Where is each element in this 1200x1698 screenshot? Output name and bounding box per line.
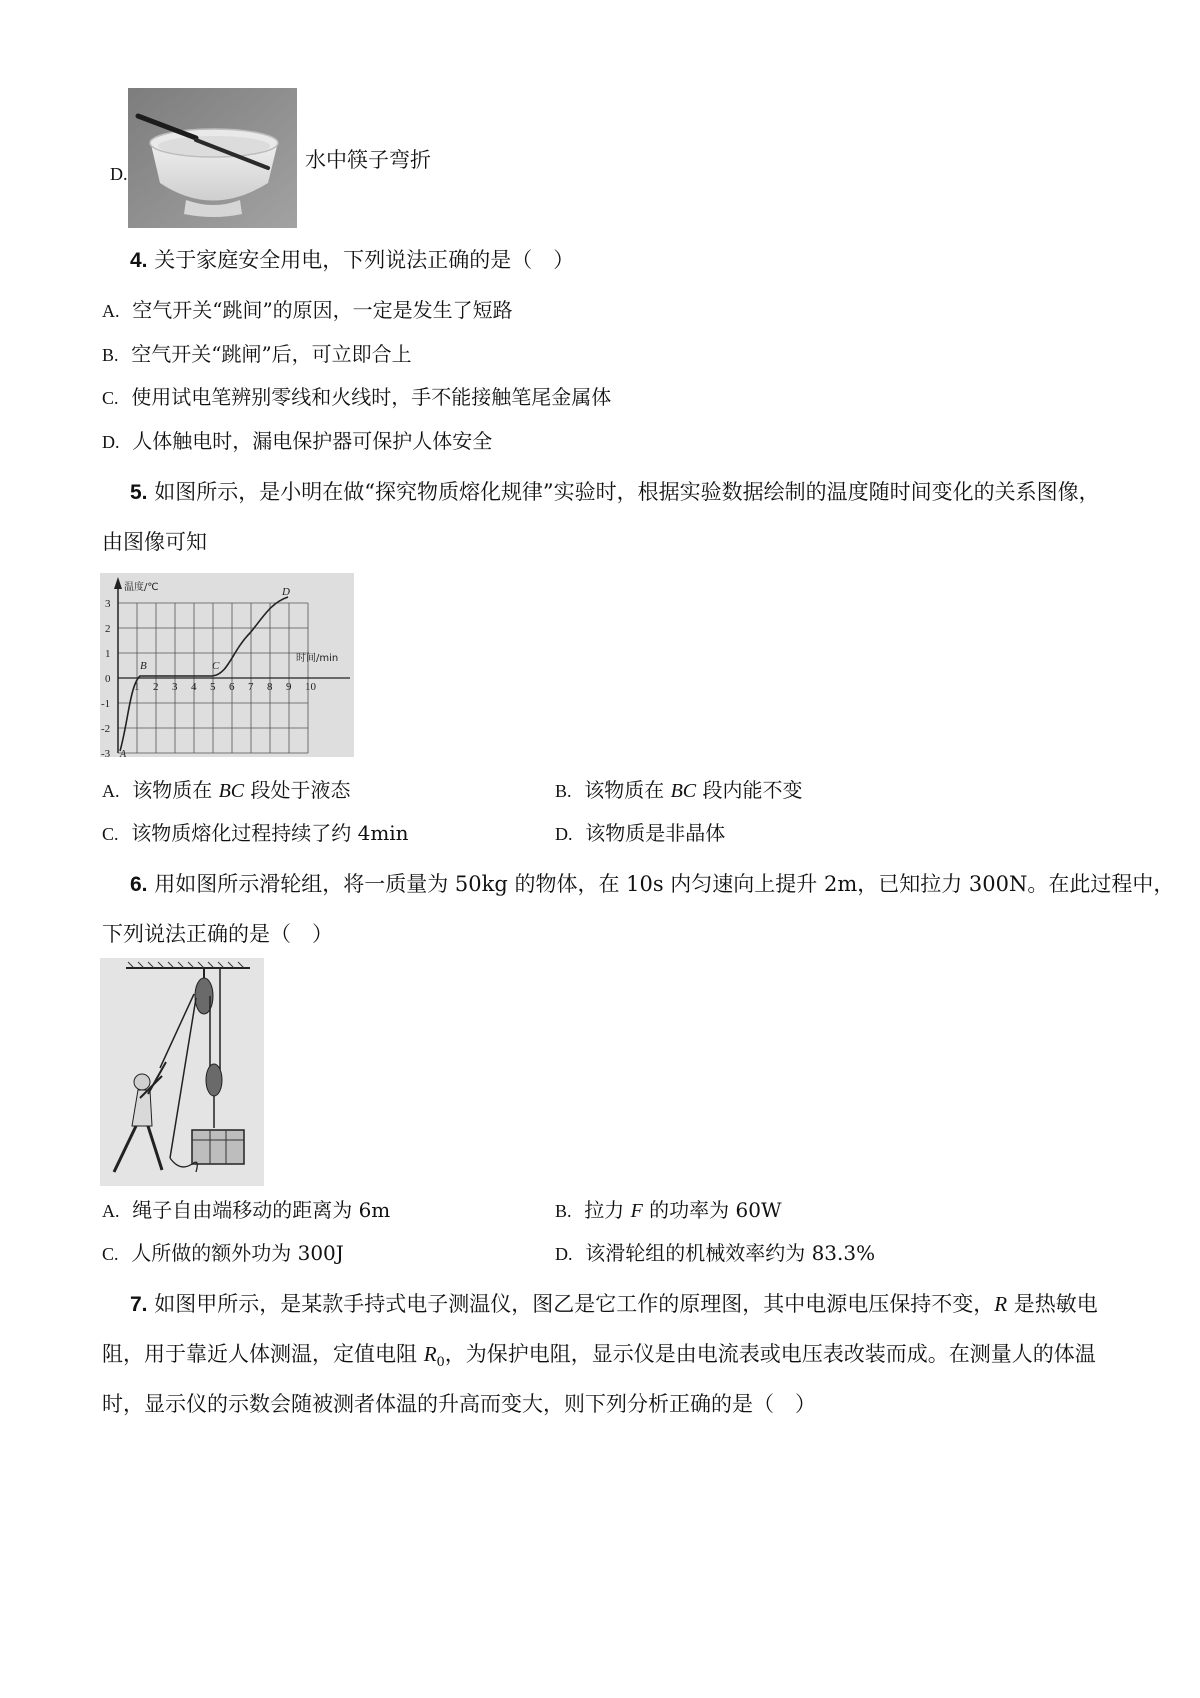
q6-option-c: C. 人所做的额外功为 300J <box>102 1241 344 1265</box>
point-label-b: B <box>140 660 147 672</box>
q4-option-a: A. 空气开关“跳间”的原因，一定是发生了短路 <box>102 298 513 322</box>
y-tick-label: -1 <box>101 698 111 710</box>
q6-option-a: A. 绳子自由端移动的距离为 6m <box>102 1198 391 1222</box>
bowl-chopstick-photo <box>128 88 297 228</box>
point-label-d: D <box>282 586 290 598</box>
q4-option-d: D. 人体触电时，漏电保护器可保护人体安全 <box>102 429 493 453</box>
q7-stem-line3: 时，显示仪的示数会随被测者体温的升高而变大，则下列分析正确的是（ ） <box>102 1392 816 1416</box>
q6-stem-line2: 下列说法正确的是（ ） <box>102 922 333 946</box>
q4-option-b: B. 空气开关“跳闸”后，可立即合上 <box>102 342 412 366</box>
y-tick-label: 1 <box>105 648 111 660</box>
q5-option-a: A. 该物质在 BC 段处于液态 <box>102 778 351 802</box>
q3-option-d-text: 水中筷子弯折 <box>305 148 431 172</box>
q7-stem-line1: 7. 如图甲所示，是某款手持式电子测温仪，图乙是它工作的原理图，其中电源电压保持不变，R 是热敏电 <box>130 1292 1098 1316</box>
y-tick-label: 2 <box>105 623 111 635</box>
y-tick-label: 3 <box>105 598 111 610</box>
y-axis-label: 温度/℃ <box>124 582 159 593</box>
q6-option-d: D. 该滑轮组的机械效率约为 83.3% <box>555 1241 876 1265</box>
melting-graph-figure <box>100 573 354 757</box>
x-tick-label: 3 <box>172 681 178 693</box>
pulley-figure <box>100 958 264 1186</box>
x-tick-label: 7 <box>248 681 254 693</box>
point-label-a: A <box>120 749 127 757</box>
x-tick-label: 9 <box>286 681 292 693</box>
x-tick-label: 4 <box>191 681 197 693</box>
q5-option-d: D. 该物质是非晶体 <box>555 821 726 845</box>
q5-option-c: C. 该物质熔化过程持续了约 4min <box>102 821 409 845</box>
x-tick-label: 2 <box>153 681 159 693</box>
q7-stem-line2: 阻，用于靠近人体测温，定值电阻 $R_0$，为保护电阻，显示仪是由电流表或电压表改装而成。在测量人的体温 <box>102 1342 1096 1371</box>
q6-number: 6. <box>130 873 148 896</box>
x-tick-label: 1 <box>134 681 140 693</box>
x-tick-label: 6 <box>229 681 235 693</box>
q6-option-b: B. 拉力 F 的功率为 60W <box>555 1198 782 1222</box>
q7-number: 7. <box>130 1293 148 1316</box>
q3-option-d-letter: D. <box>110 164 128 184</box>
x-axis-label: 时间/min <box>296 653 339 664</box>
q5-number: 5. <box>130 481 148 504</box>
x-tick-label: 5 <box>210 681 216 693</box>
y-tick-label: -3 <box>101 748 111 757</box>
q4-stem-text: 关于家庭安全用电，下列说法正确的是（ ） <box>154 248 575 272</box>
x-tick-label: 8 <box>267 681 273 693</box>
y-tick-label: 0 <box>105 673 111 685</box>
pulley-illustration <box>100 958 264 1186</box>
point-label-c: C <box>212 660 220 672</box>
q5-stem-line1: 5. 如图所示，是小明在做“探究物质熔化规律”实验时，根据实验数据绘制的温度随时间变化的关系图像， <box>130 480 1100 504</box>
y-tick-label: -2 <box>101 723 111 735</box>
q4-option-c: C. 使用试电笔辨别零线和火线时，手不能接触笔尾金属体 <box>102 385 612 409</box>
q5-stem-line2: 由图像可知 <box>102 530 207 554</box>
melting-graph <box>100 573 354 757</box>
bowl-chopstick-image <box>128 88 297 228</box>
x-tick-label: 10 <box>305 681 316 693</box>
q5-option-b: B. 该物质在 BC 段内能不变 <box>555 778 803 802</box>
q6-stem-line1: 6. 用如图所示滑轮组，将一质量为 50kg 的物体，在 10s 内匀速向上提升 2m，已知拉力 300N。在此过程中， <box>130 872 1175 896</box>
q4-stem <box>130 246 574 275</box>
q4-number: 4. <box>130 249 148 272</box>
